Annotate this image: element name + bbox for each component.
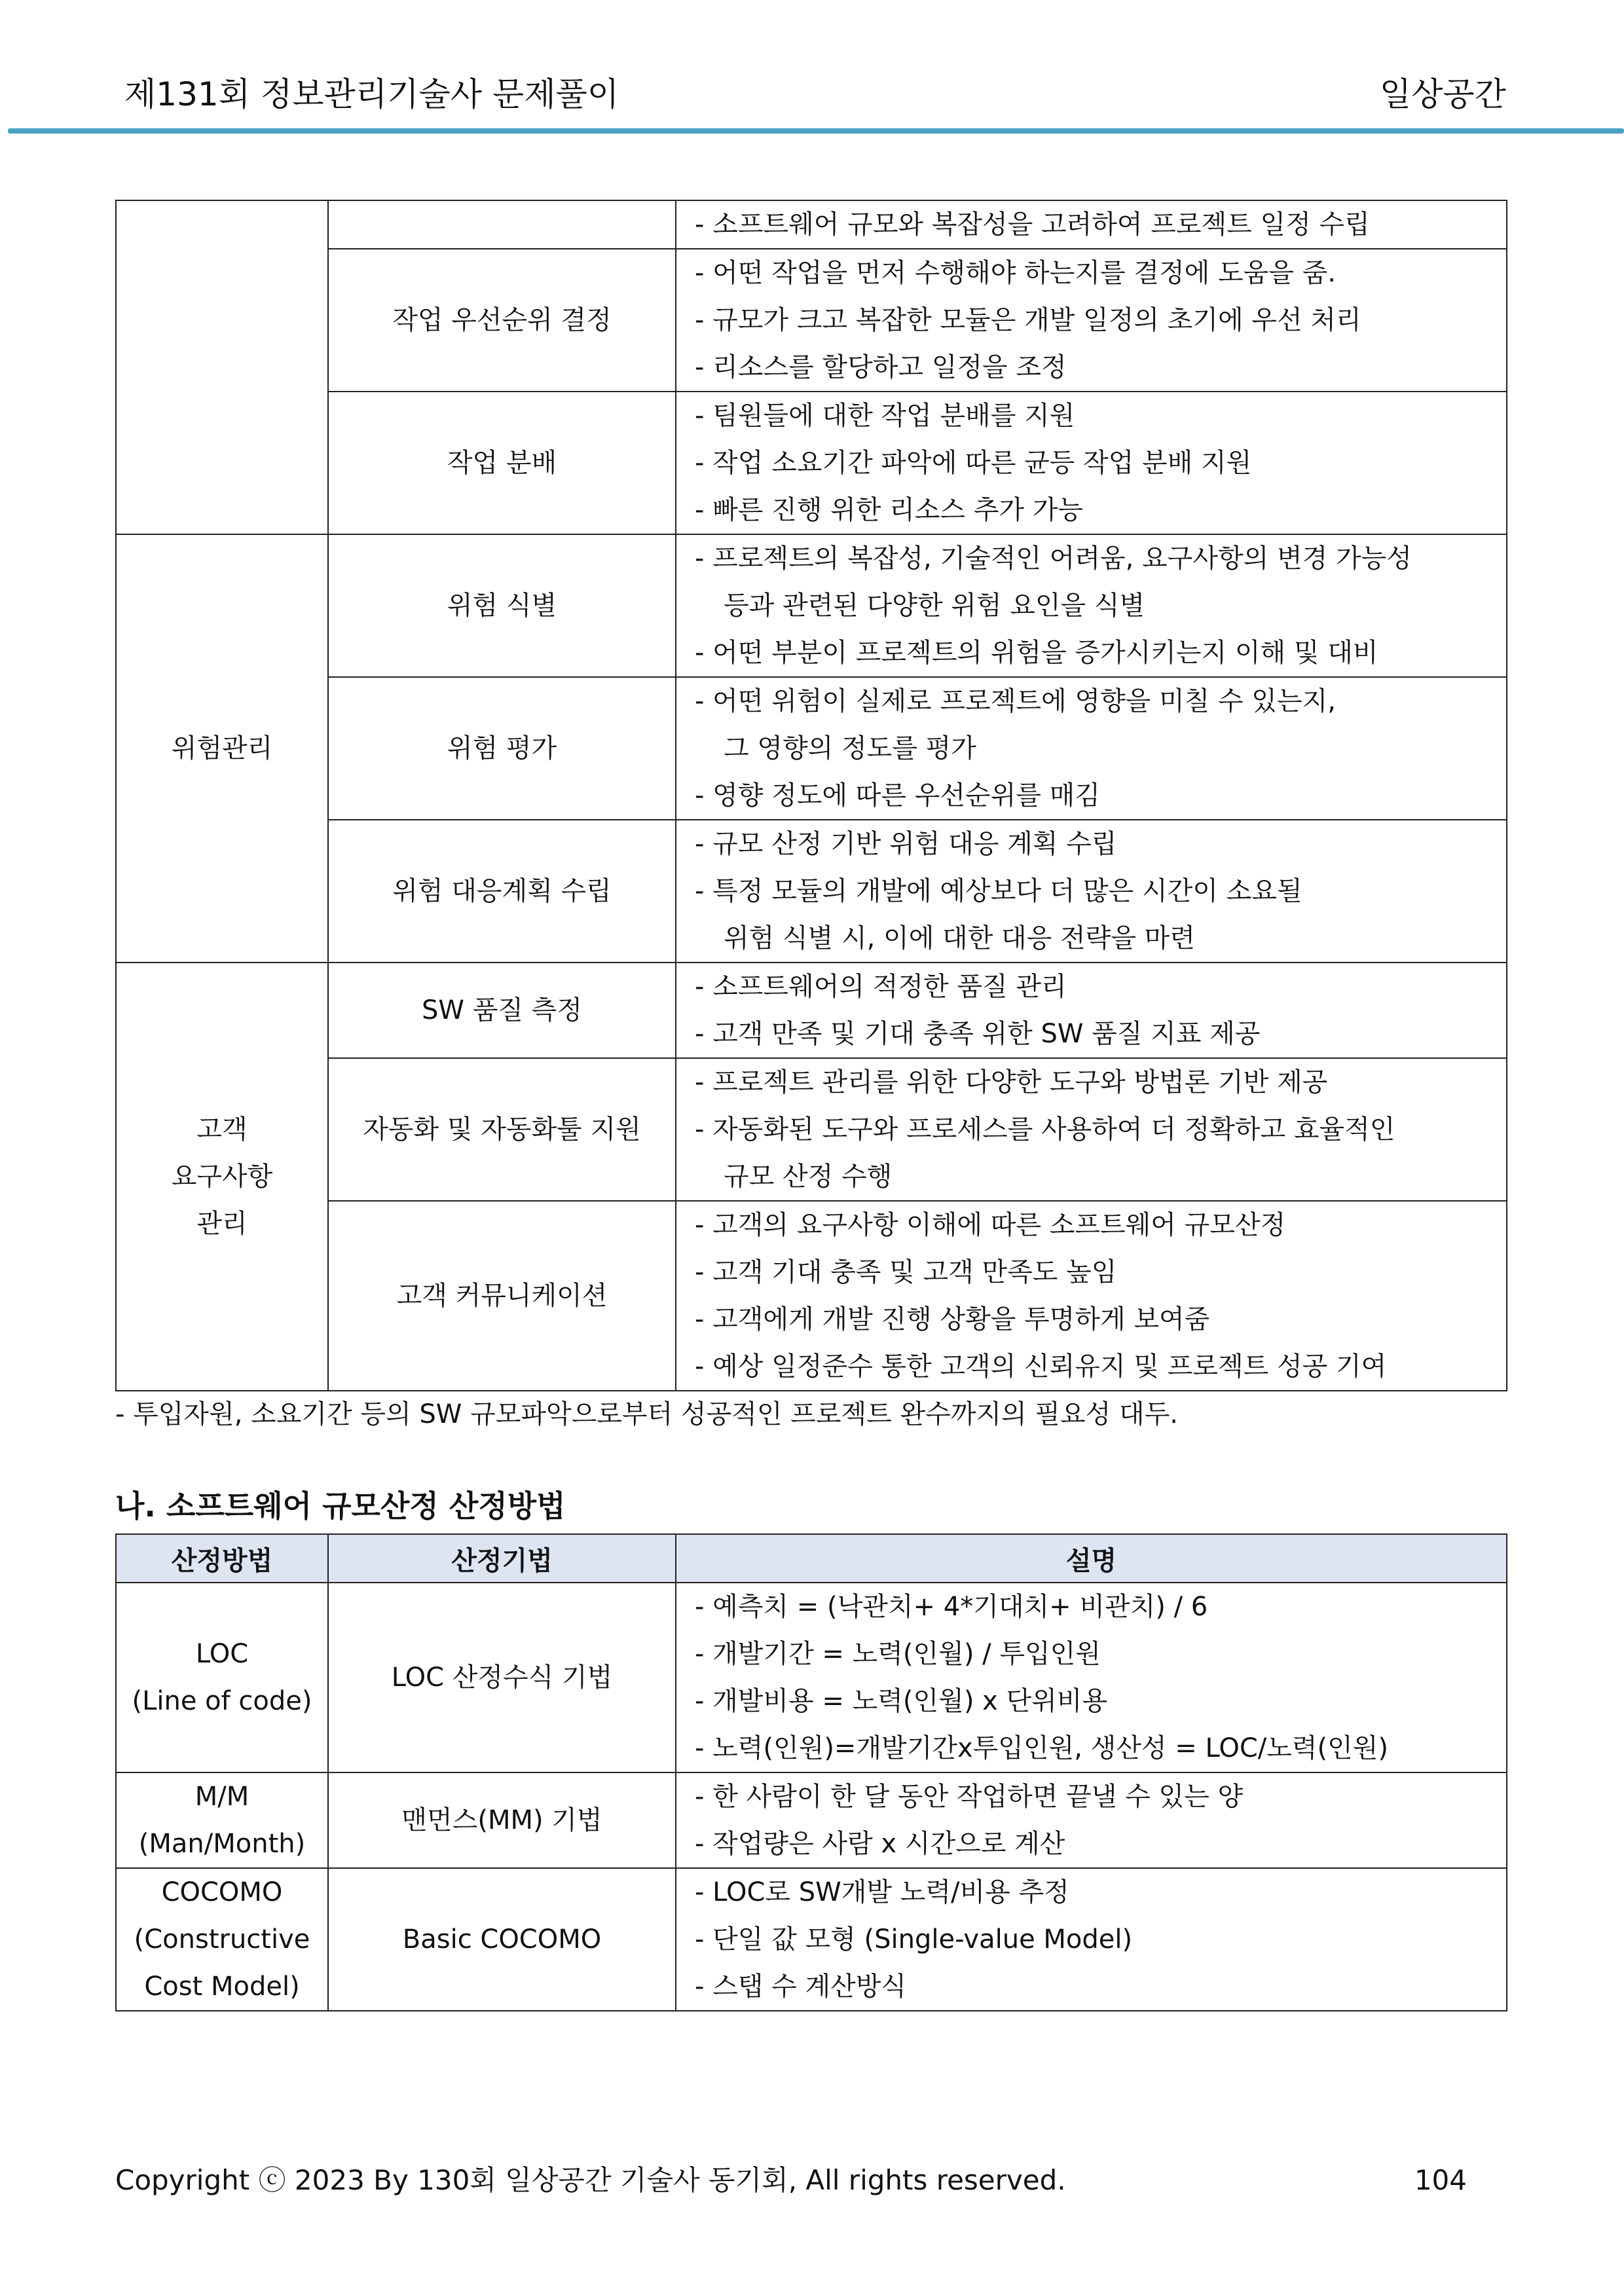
document-title: 제131회 정보관리기술사 문제풀이 — [124, 75, 619, 113]
description-line: - 고객에게 개발 진행 상황을 투명하게 보여줌 — [695, 1304, 1210, 1334]
description-line: - 개발비용 = 노력(인월) x 단위비용 — [695, 1686, 1108, 1716]
description-line: - 고객의 요구사항 이해에 따른 소프트웨어 규모산정 — [695, 1210, 1286, 1240]
description-cell — [676, 1772, 1507, 1868]
table-row — [116, 1772, 1507, 1868]
description-cell — [676, 1868, 1507, 2011]
item-cell: 작업 우선순위 결정 — [328, 249, 676, 392]
description-cell — [676, 963, 1507, 1058]
description-line: - 작업 소요기간 파악에 따른 균등 작업 분배 지원 — [695, 448, 1252, 478]
description-line: - 어떤 작업을 먼저 수행해야 하는지를 결정에 도움을 줌. — [695, 258, 1336, 288]
technique-cell: Basic COCOMO — [328, 1868, 676, 2011]
description-line: - 프로젝트 관리를 위한 다양한 도구와 방법론 기반 제공 — [695, 1067, 1328, 1097]
description-line: - 리소스를 할당하고 일정을 조정 — [695, 352, 1067, 382]
technique-cell: 맨먼스(MM) 기법 — [328, 1772, 676, 1868]
group-cell — [116, 200, 328, 534]
description-line: - 소프트웨어의 적정한 품질 관리 — [695, 972, 1067, 1002]
table-row — [116, 1868, 1507, 2011]
description-cell — [676, 249, 1507, 392]
description-line: - LOC로 SW개발 노력/비용 추정 — [695, 1877, 1069, 1907]
description-line: - 어떤 부분이 프로젝트의 위험을 증가시키는지 이해 및 대비 — [695, 638, 1378, 668]
table-row — [116, 200, 1507, 249]
description-line: 규모 산정 수행 — [724, 1162, 893, 1192]
table-row — [116, 534, 1507, 677]
description-line: - 규모 산정 기반 위험 대응 계획 수립 — [695, 829, 1117, 859]
brand-name: 일상공간 — [1379, 75, 1506, 113]
copyright-text: Copyright ⓒ 2023 By 130회 일상공간 기술사 동기회, All rights reserved. — [115, 2164, 1066, 2196]
description-cell — [676, 1583, 1507, 1772]
description-cell — [676, 392, 1507, 534]
description-cell — [676, 1058, 1507, 1201]
description-line: - 프로젝트의 복잡성, 기술적인 어려움, 요구사항의 변경 가능성 — [695, 543, 1412, 574]
table-header-row — [116, 1534, 1507, 1583]
technique-cell: LOC 산정수식 기법 — [328, 1583, 676, 1772]
method-cell: LOC (Line of code) — [116, 1583, 328, 1772]
description-line: - 규모가 크고 복잡한 모듈은 개발 일정의 초기에 우선 처리 — [695, 305, 1361, 335]
description-line: - 단일 값 모형 (Single-value Model) — [695, 1924, 1133, 1955]
description-cell — [676, 1201, 1507, 1391]
description-line: - 고객 기대 충족 및 고객 만족도 높임 — [695, 1257, 1117, 1287]
management-table — [115, 200, 1507, 1391]
description-line: - 작업량은 사람 x 시간으로 계산 — [695, 1829, 1065, 1859]
footnote: - 투입자원, 소요기간 등의 SW 규모파악으로부터 성공적인 프로젝트 완수까지의 필요성 대두. — [115, 1399, 1178, 1429]
group-cell-risk-management: 위험관리 — [116, 534, 328, 963]
section-heading: 나. 소프트웨어 규모산정 산정방법 — [115, 1488, 566, 1524]
page-footer — [115, 2161, 1467, 2200]
description-line: - 팀원들에 대한 작업 분배를 지원 — [695, 401, 1075, 431]
description-cell — [676, 820, 1507, 963]
description-line: - 특정 모듈의 개발에 예상보다 더 많은 시간이 소요될 — [695, 876, 1302, 906]
item-cell: 위험 대응계획 수립 — [328, 820, 676, 963]
method-cell: M/M (Man/Month) — [116, 1772, 328, 1868]
description-line: - 영향 정도에 따른 우선순위를 매김 — [695, 780, 1100, 811]
description-line: - 개발기간 = 노력(인월) / 투입인원 — [695, 1639, 1101, 1669]
description-line: 그 영향의 정도를 평가 — [724, 733, 976, 763]
item-cell: 작업 분배 — [328, 392, 676, 534]
description-line: - 예측치 = (낙관치+ 4*기대치+ 비관치) / 6 — [695, 1592, 1208, 1622]
description-line: - 예상 일정준수 통한 고객의 신뢰유지 및 프로젝트 성공 기여 — [695, 1351, 1387, 1382]
description-cell — [676, 534, 1507, 677]
page-number: 104 — [1414, 2164, 1467, 2196]
item-cell: 자동화 및 자동화툴 지원 — [328, 1058, 676, 1201]
table-row — [116, 1583, 1507, 1772]
description-line: - 노력(인원)=개발기간x투입인원, 생산성 = LOC/노력(인원) — [695, 1733, 1389, 1763]
description-line: - 한 사람이 한 달 동안 작업하면 끝낼 수 있는 양 — [695, 1782, 1244, 1812]
item-cell: 위험 식별 — [328, 534, 676, 677]
table-row — [116, 963, 1507, 1058]
description-cell — [676, 677, 1507, 820]
description-line: - 빠른 진행 위한 리소스 추가 가능 — [695, 495, 1084, 525]
group-cell-customer-requirements: 고객 요구사항 관리 — [116, 963, 328, 1391]
item-cell: 위험 평가 — [328, 677, 676, 820]
description-line: 위험 식별 시, 이에 대한 대응 전략을 마련 — [724, 923, 1195, 953]
estimation-methods-table — [115, 1533, 1507, 2011]
header-divider — [8, 128, 1624, 134]
description-line: - 고객 만족 및 기대 충족 위한 SW 품질 지표 제공 — [695, 1019, 1261, 1049]
description-line: - 스탭 수 계산방식 — [695, 1972, 907, 2002]
description-line: - 어떤 위험이 실제로 프로젝트에 영향을 미칠 수 있는지, — [695, 686, 1336, 716]
method-cell: COCOMO (Constructive Cost Model) — [116, 1868, 328, 2011]
description-line: - 소프트웨어 규모와 복잡성을 고려하여 프로젝트 일정 수립 — [695, 210, 1370, 240]
page-header — [124, 65, 1506, 118]
column-header: 산정기법 — [328, 1534, 676, 1583]
item-cell: SW 품질 측정 — [328, 963, 676, 1058]
column-header: 설명 — [676, 1534, 1507, 1583]
item-cell: 고객 커뮤니케이션 — [328, 1201, 676, 1391]
description-cell — [676, 200, 1507, 249]
description-line: - 자동화된 도구와 프로세스를 사용하여 더 정확하고 효율적인 — [695, 1114, 1395, 1145]
description-line: 등과 관련된 다양한 위험 요인을 식별 — [724, 591, 1145, 621]
column-header: 산정방법 — [116, 1534, 328, 1583]
item-cell — [328, 200, 676, 249]
